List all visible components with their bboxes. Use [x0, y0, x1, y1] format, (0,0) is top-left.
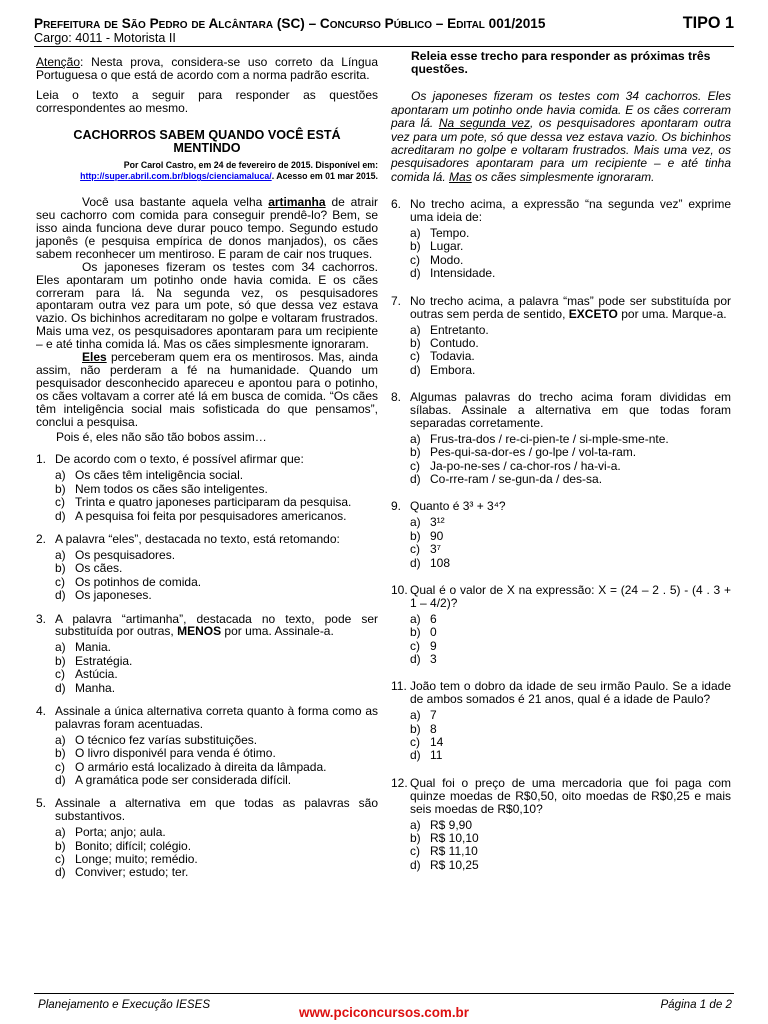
alternative-letter: b) [410, 721, 421, 736]
alternative-text: 14 [430, 735, 444, 750]
question-text: Qual é o valor de X na expressão: X = (24 – 2 . 5) - (4 . 3 + 1 – 4/2)? [410, 583, 731, 610]
source-access: . Acesso em 01 mar 2015. [271, 171, 378, 182]
alternative[interactable] [55, 483, 378, 496]
alternative-text: 7 [430, 708, 437, 723]
alternatives [55, 734, 378, 788]
question [36, 797, 378, 879]
alternative[interactable] [55, 469, 378, 482]
alternative-text: R$ 10,25 [430, 857, 479, 872]
alternative-letter: c) [410, 542, 420, 557]
alternative[interactable] [55, 761, 378, 774]
alternative-text: R$ 9,90 [430, 817, 473, 832]
alternatives [410, 516, 731, 570]
alternatives [410, 819, 731, 873]
question [36, 613, 378, 695]
intro [36, 56, 378, 115]
alternatives [410, 613, 731, 667]
tipo-label: TIPO 1 [682, 14, 734, 32]
excerpt-underline: Na segunda vez [438, 116, 530, 131]
alternative[interactable] [410, 859, 731, 872]
question-text: De acordo com o texto, é possível afirmar que: [55, 452, 304, 467]
alternative[interactable] [55, 589, 378, 602]
alternative[interactable] [410, 613, 731, 626]
reading-instruction: Leia o texto a seguir para responder as questões correspondentes ao mesmo. [36, 87, 378, 115]
alternative-letter: b) [55, 561, 66, 576]
article-closing: Pois é, eles não são tão bobos assim… [56, 429, 267, 444]
alternative-text: A gramática pode ser considerada difícil. [75, 772, 292, 787]
alternative-text: 8 [430, 721, 437, 736]
alternative[interactable] [410, 516, 731, 529]
question-number: 4. [36, 703, 47, 718]
alternative-text: 3⁷ [430, 542, 442, 557]
alternative-letter: a) [410, 226, 421, 241]
alternative-text: Entretanto. [430, 322, 489, 337]
question [36, 705, 378, 787]
excerpt-text: Os japoneses fizeram os testes com 34 cachorros. Eles apontaram um potinho onde havia comida. E os cães correram para lá. [391, 89, 731, 131]
alternatives [410, 324, 731, 378]
alternative-text: Ja-po-ne-ses / ca-chor-ros / ha-vi-a. [430, 458, 621, 473]
alternative-text: Trinta e quatro japoneses participaram da pesquisa. [75, 495, 352, 510]
alternatives [55, 549, 378, 603]
alternative-letter: c) [55, 574, 65, 589]
alternative-text: R$ 10,10 [430, 831, 479, 845]
alternative-letter: d) [410, 748, 421, 763]
question-text: Qual foi o preço de uma mercadoria que foi paga com quinze moedas de R$0,50, oito moedas de R$0,25 e mais seis moedas de R$0,10? [410, 775, 731, 816]
alternative[interactable] [55, 576, 378, 589]
exam-title: Prefeitura de São Pedro de Alcântara (SC) – Concurso Público – Edital 001/2015 [34, 16, 546, 31]
highlight-artimanha: artimanha [268, 195, 326, 210]
alternative[interactable] [410, 557, 731, 570]
question-number: 1. [36, 452, 47, 467]
alternative-letter: c) [410, 349, 420, 364]
alternative-letter: d) [55, 680, 66, 695]
question-text: João tem o dobro da idade de seu irmão Paulo. Se a idade de ambos somados é 21 anos, qual é a idade de Paulo? [410, 679, 731, 707]
alternative-letter: b) [410, 445, 421, 460]
alternative[interactable] [410, 337, 731, 350]
article-text: Você usa bastante aquela velha [82, 195, 269, 210]
question-text: No trecho acima, a expressão “na segunda vez” exprime uma ideia de: [410, 197, 731, 225]
alternative-letter: a) [55, 825, 66, 840]
alternative[interactable] [55, 826, 378, 839]
question-text [55, 613, 378, 639]
question [36, 533, 378, 603]
alternative[interactable] [55, 853, 378, 866]
question [391, 295, 731, 377]
attention-label: Atenção [36, 55, 81, 69]
alternative[interactable] [55, 734, 378, 747]
alternative[interactable] [55, 510, 378, 523]
question [391, 777, 731, 872]
question-text-part: A palavra “artimanha”, destacada no texto, pode ser substituída por outras, [55, 611, 378, 639]
alternative[interactable] [55, 774, 378, 787]
question [391, 584, 731, 666]
question-text: Quanto é 3³ + 3⁴? [410, 499, 506, 514]
alternative-letter: a) [410, 515, 421, 530]
question-number: 11. [391, 679, 407, 694]
alternative-text: Astúcia. [75, 667, 118, 682]
alternative[interactable] [410, 324, 731, 337]
alternatives [55, 469, 378, 523]
alternative[interactable] [55, 866, 378, 879]
alternatives [55, 826, 378, 880]
question-text: A palavra “eles”, destacada no texto, está retomando: [55, 531, 340, 546]
alternative-letter: c) [410, 458, 420, 473]
alternative-text: 90 [430, 528, 444, 543]
alternative-text: Os potinhos de comida. [75, 574, 202, 589]
question-text: Assinale a alternativa em que todas as palavras são substantivos. [55, 796, 378, 824]
alternatives [410, 433, 731, 487]
alternative-letter: d) [55, 772, 66, 787]
alternative-letter: d) [410, 652, 421, 667]
question-number: 8. [391, 390, 402, 405]
alternative-letter: d) [410, 555, 421, 570]
left-column [36, 56, 378, 880]
alternative-letter: a) [55, 468, 66, 483]
alternative[interactable] [410, 709, 731, 722]
alternative-letter: d) [55, 508, 66, 523]
alternative-letter: b) [410, 831, 421, 845]
alternative-text: Embora. [430, 362, 476, 377]
question-number: 9. [391, 499, 402, 514]
question-list-right [391, 198, 731, 872]
alternative-letter: a) [55, 547, 66, 562]
alternative[interactable] [410, 736, 731, 749]
alternative-letter: a) [55, 732, 66, 747]
alternative-text: A pesquisa foi feita por pesquisadores americanos. [75, 508, 347, 523]
alternative-letter: c) [410, 844, 420, 859]
alternative[interactable] [410, 460, 731, 473]
alternative[interactable] [410, 640, 731, 653]
alternative[interactable] [55, 641, 378, 654]
alternative-text: Modo. [430, 252, 464, 267]
alternative-text: Nem todos os cães são inteligentes. [75, 481, 268, 496]
alternative-letter: b) [410, 239, 421, 254]
attention-note [36, 56, 378, 82]
alternative[interactable] [410, 254, 731, 267]
alternative-letter: d) [410, 857, 421, 872]
alternative-letter: b) [55, 481, 66, 496]
question [391, 391, 731, 486]
site-url[interactable]: www.pciconcursos.com.br [299, 1005, 469, 1020]
alternative-text: Frus-tra-dos / re-ci-pien-te / si-mple-sme-nte. [430, 431, 669, 446]
alternative-text: O técnico fez varías substituições. [75, 732, 258, 747]
article-paragraph [36, 351, 378, 428]
alternative-text: Os japoneses. [75, 588, 152, 603]
source-link[interactable]: http://super.abril.com.br/blogs/cienciamaluca/ [80, 171, 272, 182]
alternative[interactable] [410, 543, 731, 556]
alternative-letter: c) [55, 495, 65, 510]
alternative-text: 0 [430, 625, 437, 640]
alternative[interactable] [55, 655, 378, 668]
highlight-eles: Eles [82, 350, 107, 365]
excerpt-underline: Mas [449, 169, 472, 184]
attention-text: : Nesta prova, considera-se uso correto da Língua Portuguesa o que está de acordo com a norma padrão escrita. [36, 55, 378, 82]
alternative-letter: b) [55, 746, 66, 761]
question-number: 7. [391, 293, 402, 308]
alternative-text: Manha. [75, 680, 116, 695]
alternative-text: Conviver; estudo; ter. [75, 865, 189, 880]
alternative[interactable] [410, 530, 731, 543]
article-body [36, 196, 378, 443]
question [36, 453, 378, 523]
alternative-text: Co-rre-ram / se-gun-da / des-sa. [430, 472, 603, 487]
alternative-letter: d) [410, 362, 421, 377]
article-text: de atrair seu cachorro com comida para conseguir prendê-lo? Bem, se isso ainda funciona deve durar pouco tempo. Segundo estudo japonês (e pesquisa empírica de donos manjados), os cães sabem reconhecer um mentiroso. E param de cair nos truques. [36, 195, 379, 261]
alternative-text: Contudo. [430, 335, 479, 350]
question-text-part: por uma. Assinale-a. [221, 624, 334, 639]
question-text [410, 295, 731, 321]
right-column [391, 49, 731, 872]
question-number: 5. [36, 796, 47, 811]
alternative-text: Bonito; difícil; colégio. [75, 838, 192, 853]
question-keyword: EXCETO [568, 306, 618, 321]
text-excerpt [391, 90, 731, 184]
alternative-letter: a) [55, 640, 66, 655]
alternative-text: Estratégia. [75, 653, 133, 668]
alternative[interactable] [410, 653, 731, 666]
alternative-text: 6 [430, 611, 437, 626]
question [391, 680, 731, 762]
excerpt-text: , os pesquisadores apontaram outra vez para um pote, só que dessa vez estava vazio. Os bichinhos acreditaram no golpe e voltaram frustrados. Mais uma vez, os pesquisadores apontaram para um recipiente – e até tinha comida lá. [391, 116, 731, 184]
page-header [34, 14, 734, 47]
alternatives [410, 709, 731, 763]
alternative-letter: b) [410, 528, 421, 543]
alternative-text: 11 [430, 748, 443, 763]
alternative-text: 9 [430, 638, 437, 653]
alternative[interactable] [410, 350, 731, 363]
alternative[interactable] [55, 840, 378, 853]
alternative-text: 108 [430, 555, 451, 570]
reread-instruction: Releia esse trecho para responder as próximas três questões. [411, 49, 711, 77]
alternative-text: Intensidade. [430, 266, 496, 281]
alternative[interactable] [410, 446, 731, 459]
question-number: 10. [391, 583, 408, 597]
alternative-text: Longe; muito; remédio. [75, 852, 198, 866]
alternative[interactable] [410, 227, 731, 240]
alternative-text: O livro disponivél para venda é ótimo. [75, 746, 276, 761]
question-number: 2. [36, 531, 47, 546]
article-text: perceberam quem era os mentirosos. Mas, ainda assim, não perderam a fé na humanidade. Quando um pesquisador desconhecido apareceu e apontou para o potinho, os cães voltavam a correr até lá em busca de comida. “Os cães têm inteligência social mais sofisticada do que pensamos”, conclui a pesquisa. [36, 350, 378, 429]
alternative-letter: a) [410, 322, 421, 337]
alternative[interactable] [410, 433, 731, 446]
question-list-left [36, 453, 378, 879]
alternative-letter: c) [410, 252, 420, 267]
alternative[interactable] [55, 747, 378, 760]
alternative[interactable] [410, 473, 731, 486]
alternative[interactable] [55, 682, 378, 695]
cargo-label: Cargo: 4011 - Motorista II [34, 31, 176, 45]
alternative[interactable] [410, 749, 731, 762]
alternative[interactable] [55, 668, 378, 681]
question-text: Algumas palavras do trecho acima foram divididas em sílabas. Assinale a alternativa em que todas foram separadas corretamente. [410, 390, 731, 430]
alternative-letter: b) [55, 838, 66, 853]
article-source [36, 160, 378, 182]
question [391, 198, 731, 280]
alternative[interactable] [410, 819, 731, 832]
alternative-text: Os cães. [75, 561, 123, 576]
alternative[interactable] [410, 240, 731, 253]
alternative[interactable] [410, 845, 731, 858]
alternative-letter: a) [410, 708, 421, 723]
alternative-text: Os cães têm inteligência social. [75, 468, 244, 483]
alternative-letter: c) [55, 667, 65, 682]
question-number: 3. [36, 611, 47, 626]
alternative-letter: d) [55, 865, 66, 880]
alternative-letter: a) [410, 611, 421, 626]
alternative-text: O armário está localizado à direita da lâmpada. [75, 759, 327, 774]
alternative-text: Tempo. [430, 226, 470, 241]
alternative[interactable] [410, 364, 731, 377]
alternative-text: Os pesquisadores. [75, 547, 176, 562]
alternative-text: 3¹² [430, 515, 445, 530]
question-text-part: No trecho acima, a palavra “mas” pode ser substituída por outras sem perda de sentido, [410, 293, 731, 321]
alternative-letter: d) [410, 472, 421, 487]
alternative-letter: a) [410, 817, 421, 832]
alternative[interactable] [55, 496, 378, 509]
alternative-letter: b) [55, 653, 66, 668]
question-number: 12. [391, 775, 408, 790]
alternative-text: Todavia. [430, 349, 475, 364]
question-text-part: por uma. Marque-a. [617, 306, 727, 321]
excerpt-text: os cães simplesmente ignoraram. [471, 169, 655, 184]
question-text: Assinale a única alternativa correta quanto à forma como as palavras foram acentuadas. [55, 703, 378, 731]
alternative[interactable] [410, 832, 731, 845]
alternative-letter: b) [410, 625, 421, 640]
alternative-text: Mania. [75, 640, 112, 655]
alternative-letter: c) [55, 852, 65, 866]
footer-organizer: Planejamento e Execução IESES [38, 998, 211, 1011]
alternative[interactable] [410, 723, 731, 736]
alternative[interactable] [410, 267, 731, 280]
page-number: Página 1 de 2 [660, 998, 732, 1011]
source-text: Por Carol Castro, em 24 de fevereiro de 2015. Disponível em: [123, 160, 378, 171]
alternative[interactable] [55, 549, 378, 562]
alternatives [55, 641, 378, 695]
article-paragraph [36, 196, 378, 261]
alternative-letter: a) [410, 431, 421, 446]
question [391, 500, 731, 570]
alternative-letter: d) [410, 266, 421, 281]
article-title: CACHORROS SABEM QUANDO VOCÊ ESTÁ MENTINDO [73, 127, 341, 156]
alternative-text: R$ 11,10 [430, 844, 478, 859]
alternative-letter: c) [410, 735, 420, 750]
alternative-text: Pes-qui-sa-dor-es / go-lpe / vol-ta-ram. [430, 445, 637, 460]
alternative-text: 3 [430, 652, 437, 667]
alternative[interactable] [410, 626, 731, 639]
alternative-letter: b) [410, 335, 421, 350]
question-number: 6. [391, 197, 402, 212]
article-paragraph: Os japoneses fizeram os testes com 34 cachorros. Eles apontaram um potinho onde havia comida. E os cães correram para lá. Na segunda vez, os pesquisadores apontaram outra vez para um pote, só que dessa vez estava vazio. Os bichinhos acreditaram no golpe e voltaram frustrados. Mais uma vez, os pesquisadores apontaram para um recipiente – e até tinha comida lá. Mas os cães simplesmente ignoraram. [36, 259, 378, 352]
alternative-letter: c) [410, 638, 420, 653]
alternative-letter: c) [55, 759, 65, 774]
alternative-text: Lugar. [430, 239, 464, 254]
alternative[interactable] [55, 562, 378, 575]
question-keyword: MENOS [177, 624, 222, 639]
alternative-text: Porta; anjo; aula. [75, 825, 166, 840]
alternatives [410, 227, 731, 281]
alternative-letter: d) [55, 588, 66, 603]
